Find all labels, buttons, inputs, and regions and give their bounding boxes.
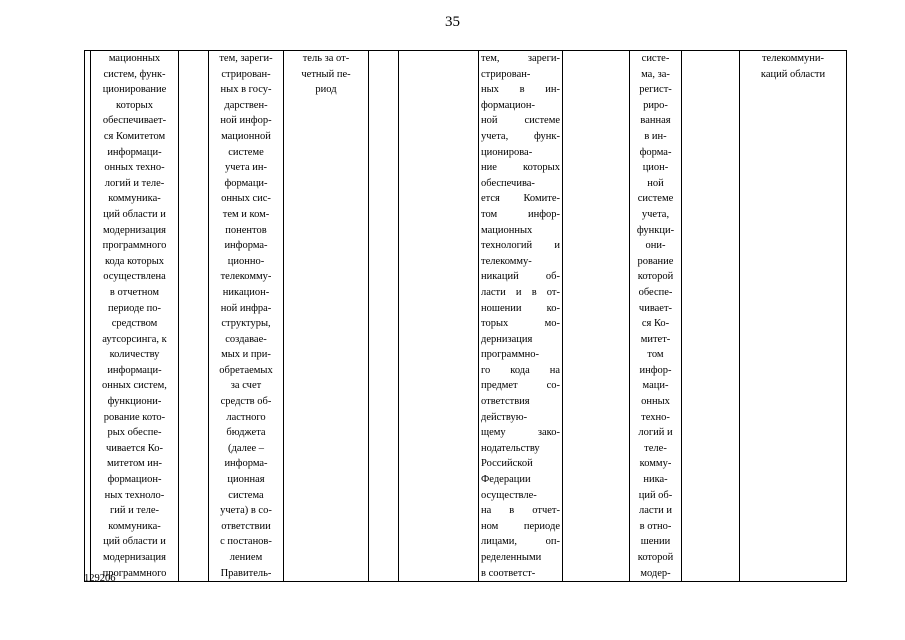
text-line: дернизация: [481, 333, 533, 345]
text-line: телекомму-: [481, 255, 532, 267]
text-line: осуществле-: [481, 489, 537, 501]
text-line: программно-: [481, 349, 539, 361]
text-line: торых мо-: [481, 318, 560, 330]
text-line: ределенными: [481, 552, 542, 563]
table-cell-3: [179, 51, 209, 582]
text-line: ном периоде: [481, 520, 560, 532]
table-cell-12: [740, 51, 847, 582]
cell-text-calculation-description: [481, 51, 560, 581]
text-line: ласти и в от-: [481, 286, 560, 298]
text-line: щему зако-: [481, 427, 560, 439]
text-line: нодательству: [481, 442, 540, 454]
document-code: 129206: [84, 573, 116, 584]
text-line: Федерации: [481, 474, 531, 486]
cell-text-period: тель за от- четный пе- риод: [301, 53, 351, 96]
cell-text-system-description: систе- ма, за- регист- риро- ванная в ин- форма- цион- ной системе учета, функци- они- рование которой обеспе- чивает- ся Ко- митет- том инфор- маци- онных техно- логий и теле- комму- ника- ций об- ласти и в отно- шении которой модер-: [636, 53, 675, 579]
table-cell-11: [682, 51, 740, 582]
text-line: ние которых: [481, 162, 560, 174]
cell-text-indicator-description: мационных систем, функ- ционирование которых обеспечивает- ся Комитетом информаци- онных техно- логий и теле- коммуника- ций области и модернизация программного кода которых осуществлена в отчетном периоде по- средством аутсорсинга, к количеству информаци- онных систем, функциони- рование кото- рых обеспе- чивается Ко- митетом ин- формацион- ных техноло- гий и теле- коммуника- ций области и модернизация программного: [102, 53, 167, 579]
table-cell-5: [284, 51, 369, 582]
text-line: стрирован-: [481, 68, 531, 80]
table-cell-9: [563, 51, 630, 582]
cell-text-registry-description: тем, зареги- стрирован- ных в госу- дарствен- ной инфор- мационной системе учета ин- формаци- онных сис- тем и ком- понентов информа- ционно- телекомму- никацион- ной инфра- структуры, создавае- мых и при- обретаемых за счет средств об- ластного бюджета (далее – информа- ционная система учета) в со- ответствии с постанов- лением Правитель-: [219, 53, 273, 579]
text-line: формацион-: [481, 99, 535, 111]
text-line: ных в ин-: [481, 84, 560, 96]
text-line: ответствия: [481, 396, 530, 408]
text-line: ционирова-: [481, 146, 533, 158]
text-line: технологий и: [481, 240, 560, 252]
table-cell-6: [369, 51, 399, 582]
text-line: никаций об-: [481, 271, 560, 283]
table-cell-8: [479, 51, 563, 582]
document-table: [84, 50, 847, 582]
text-line: Российской: [481, 458, 533, 470]
text-line: обеспечива-: [481, 177, 535, 189]
text-line: ется Комите-: [481, 193, 560, 205]
text-line: тем, зареги-: [481, 53, 560, 64]
text-line: го кода на: [481, 364, 560, 376]
table-cell-2: [91, 51, 179, 582]
text-line: на в отчет-: [481, 505, 560, 517]
text-line: предмет со-: [481, 380, 560, 392]
text-line: мационных: [481, 224, 533, 236]
text-line: в соответст-: [481, 567, 536, 579]
table-row: [85, 51, 847, 582]
text-line: учета, функ-: [481, 130, 560, 142]
text-line: ной системе: [481, 115, 560, 127]
page-number: 35: [445, 14, 460, 30]
text-line: лицами, оп-: [481, 536, 560, 548]
cell-text-responsible: телекоммуни- каций области: [760, 53, 826, 80]
table-cell-10: [630, 51, 682, 582]
table-cell-4: [209, 51, 284, 582]
table-cell-7: [399, 51, 479, 582]
text-line: ношении ко-: [481, 302, 560, 314]
text-line: том инфор-: [481, 208, 560, 220]
text-line: действую-: [481, 411, 528, 423]
